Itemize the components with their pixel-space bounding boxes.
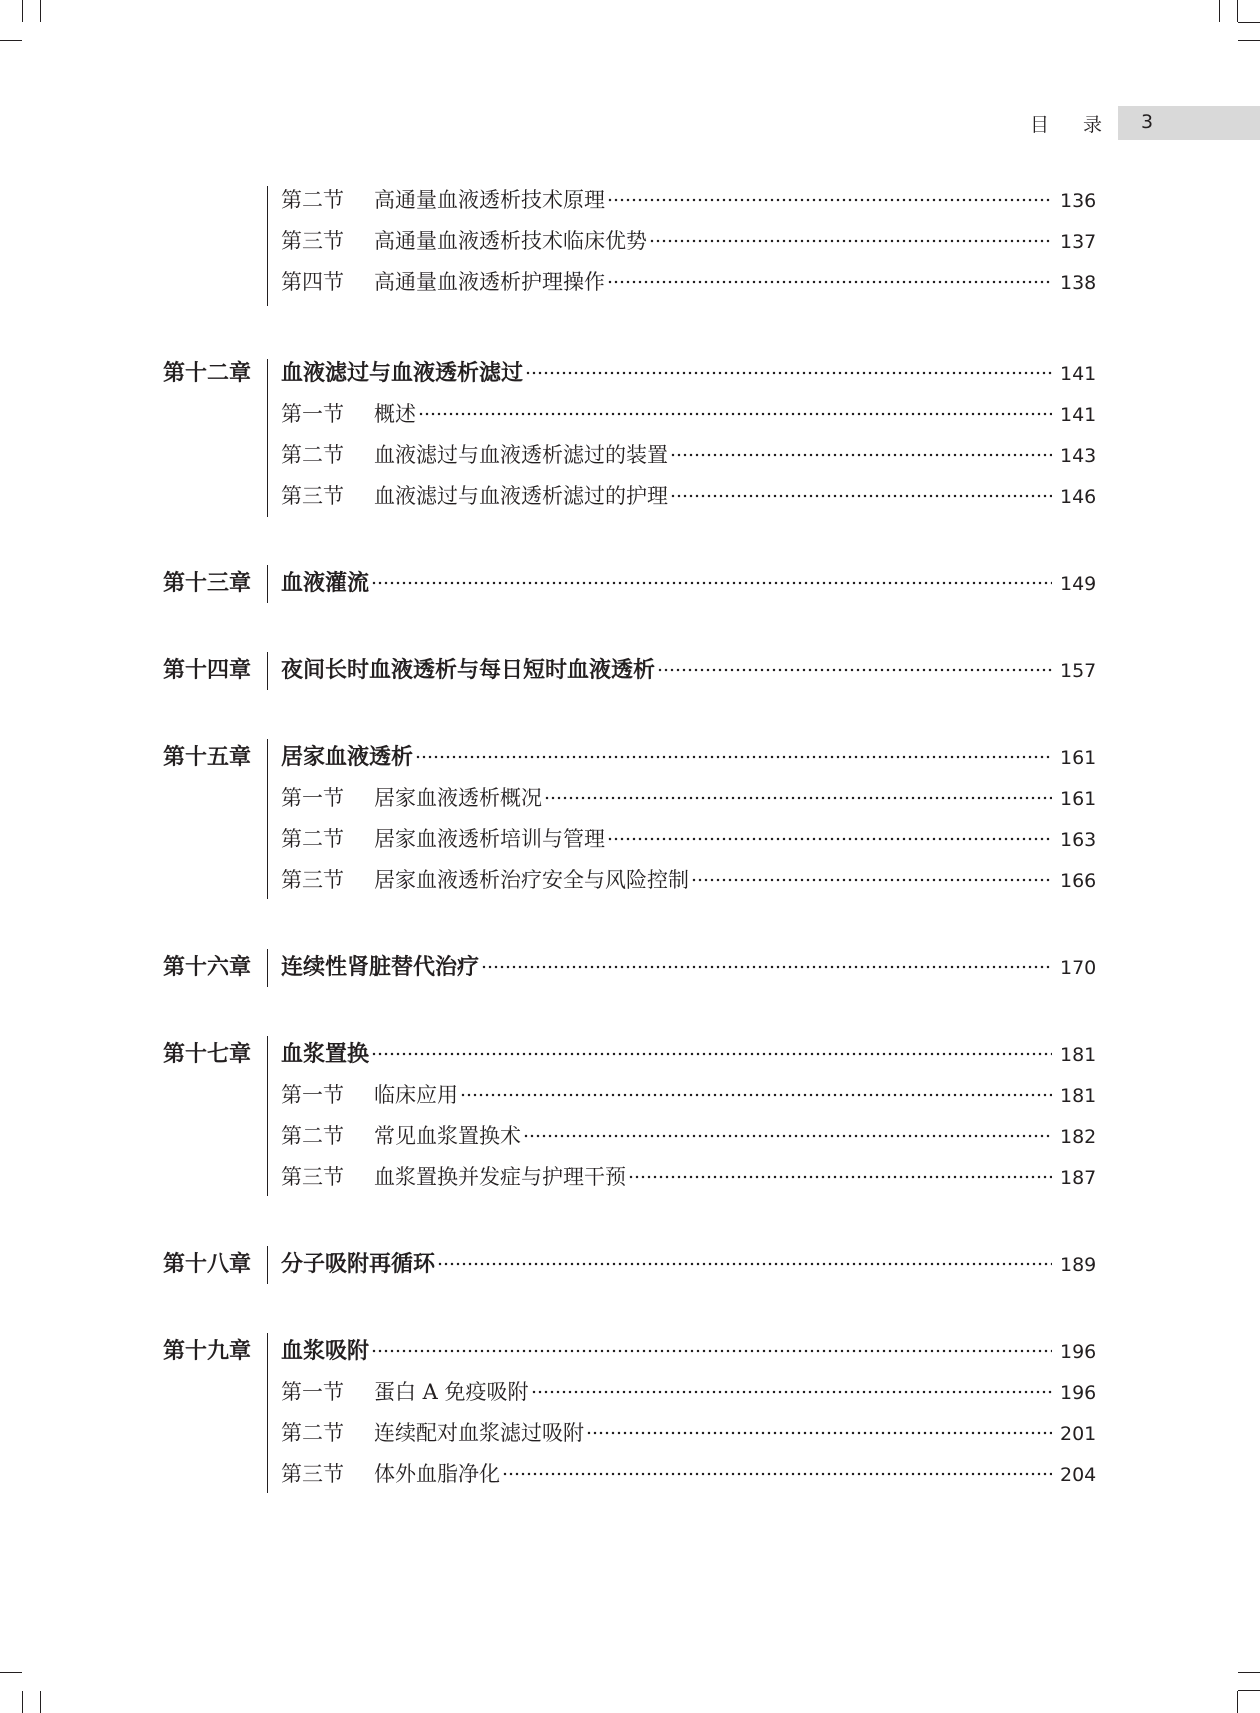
section-number: 第一节 <box>281 786 344 810</box>
crop-mark <box>40 1691 41 1713</box>
section-title: 血液滤过与血液透析滤过的装置 <box>374 443 668 467</box>
chapter-title: 连续性肾脏替代治疗 <box>281 954 480 980</box>
dot-leader <box>502 1471 1052 1477</box>
crop-mark <box>1238 22 1260 23</box>
toc-section-row[interactable] <box>281 482 1096 510</box>
toc-section-row[interactable] <box>281 1163 1096 1191</box>
page-ref: 143 <box>1060 445 1097 467</box>
page-ref: 181 <box>1060 1085 1097 1107</box>
crop-mark <box>0 1672 22 1673</box>
dot-leader <box>586 1430 1052 1436</box>
dot-leader <box>460 1092 1052 1098</box>
page-ref: 161 <box>1060 788 1097 810</box>
dot-leader <box>371 1051 1052 1057</box>
chapter-rule <box>267 1246 268 1284</box>
section-title: 血液滤过与血液透析滤过的护理 <box>374 484 668 508</box>
chapter-title: 血浆置换 <box>281 1041 370 1067</box>
toc-section-row[interactable] <box>281 784 1096 812</box>
dot-leader <box>531 1389 1052 1395</box>
crop-mark <box>22 1691 23 1713</box>
toc-section-row[interactable] <box>281 866 1096 894</box>
toc-chapter-row[interactable] <box>281 569 1096 597</box>
chapter-number: 第十九章 <box>163 1338 252 1364</box>
toc-chapter-row[interactable] <box>281 656 1096 684</box>
chapter-rule <box>267 739 268 899</box>
section-title: 居家血液透析概况 <box>374 786 542 810</box>
dot-leader <box>544 795 1052 801</box>
crop-mark <box>1238 1690 1260 1691</box>
dot-leader <box>649 238 1052 244</box>
page-ref: 196 <box>1060 1341 1097 1363</box>
section-number: 第二节 <box>281 188 344 212</box>
chapter-number: 第十五章 <box>163 744 252 770</box>
section-title: 居家血液透析治疗安全与风险控制 <box>374 868 689 892</box>
page-ref: 189 <box>1060 1254 1097 1276</box>
section-number: 第一节 <box>281 1380 344 1404</box>
crop-mark <box>0 40 22 41</box>
crop-mark <box>1238 1672 1260 1673</box>
section-title: 连续配对血浆滤过吸附 <box>374 1421 584 1445</box>
dot-leader <box>628 1174 1052 1180</box>
page-ref: 201 <box>1060 1423 1097 1445</box>
toc-section-row[interactable] <box>281 1122 1096 1150</box>
chapter-title: 血浆吸附 <box>281 1338 370 1364</box>
chapter-number: 第十三章 <box>163 570 252 596</box>
toc-section-row[interactable] <box>281 441 1096 469</box>
toc-chapter-row[interactable] <box>281 1337 1096 1365</box>
dot-leader <box>523 1133 1052 1139</box>
dot-leader <box>607 197 1052 203</box>
dot-leader <box>607 836 1052 842</box>
section-number: 第三节 <box>281 229 344 253</box>
chapter-rule <box>267 359 268 517</box>
dot-leader <box>670 452 1052 458</box>
toc-chapter-row[interactable] <box>281 743 1096 771</box>
toc-section-row[interactable] <box>281 825 1096 853</box>
section-number: 第二节 <box>281 443 344 467</box>
toc-chapter-row[interactable] <box>281 1040 1096 1068</box>
toc-section-row[interactable] <box>281 268 1096 296</box>
section-number: 第三节 <box>281 1462 344 1486</box>
chapter-number: 第十六章 <box>163 954 252 980</box>
page-ref: 141 <box>1060 404 1097 426</box>
toc-chapter-row[interactable] <box>281 1250 1096 1278</box>
dot-leader <box>415 754 1052 760</box>
dot-leader <box>691 877 1052 883</box>
section-title: 常见血浆置换术 <box>374 1124 521 1148</box>
section-number: 第一节 <box>281 402 344 426</box>
dot-leader <box>525 370 1052 376</box>
toc-section-row[interactable] <box>281 1460 1096 1488</box>
page-number-tab <box>1118 106 1260 140</box>
chapter-rule <box>267 1036 268 1196</box>
crop-mark <box>40 0 41 22</box>
page-ref: 141 <box>1060 363 1097 385</box>
page-ref: 163 <box>1060 829 1097 851</box>
chapter-title: 居家血液透析 <box>281 744 414 770</box>
section-title: 高通量血液透析技术临床优势 <box>374 229 647 253</box>
section-title: 居家血液透析培训与管理 <box>374 827 605 851</box>
page-ref: 137 <box>1060 231 1097 253</box>
chapter-title: 血液灌流 <box>281 570 370 596</box>
toc-section-row[interactable] <box>281 1419 1096 1447</box>
section-number: 第四节 <box>281 270 344 294</box>
chapter-number: 第十七章 <box>163 1041 252 1067</box>
page-ref: 161 <box>1060 747 1097 769</box>
dot-leader <box>418 411 1052 417</box>
section-number: 第二节 <box>281 1421 344 1445</box>
chapter-rule <box>267 186 268 306</box>
page-ref: 149 <box>1060 573 1097 595</box>
page-ref: 196 <box>1060 1382 1097 1404</box>
section-title: 高通量血液透析护理操作 <box>374 270 605 294</box>
chapter-title: 夜间长时血液透析与每日短时血液透析 <box>281 657 656 683</box>
dot-leader <box>437 1261 1052 1267</box>
page-ref: 166 <box>1060 870 1097 892</box>
page-ref: 204 <box>1060 1464 1097 1486</box>
chapter-title: 血液滤过与血液透析滤过 <box>281 360 524 386</box>
crop-mark <box>1237 1691 1238 1713</box>
section-title: 临床应用 <box>374 1083 458 1107</box>
chapter-title: 分子吸附再循环 <box>281 1251 436 1277</box>
toc-chapter-row[interactable] <box>281 953 1096 981</box>
chapter-rule <box>267 1333 268 1493</box>
section-number: 第三节 <box>281 868 344 892</box>
chapter-number: 第十八章 <box>163 1251 252 1277</box>
page-ref: 182 <box>1060 1126 1097 1148</box>
page-ref: 146 <box>1060 486 1097 508</box>
crop-mark <box>1219 0 1220 22</box>
section-number: 第二节 <box>281 1124 344 1148</box>
section-title: 血浆置换并发症与护理干预 <box>374 1165 626 1189</box>
section-number: 第三节 <box>281 1165 344 1189</box>
toc-section-row[interactable] <box>281 1081 1096 1109</box>
page-ref: 170 <box>1060 957 1097 979</box>
page-ref: 138 <box>1060 272 1097 294</box>
crop-mark <box>22 0 23 22</box>
section-title: 蛋白 A 免疫吸附 <box>374 1380 529 1404</box>
page-ref: 181 <box>1060 1044 1097 1066</box>
toc-chapter-row[interactable] <box>281 359 1096 387</box>
chapter-number: 第十四章 <box>163 657 252 683</box>
section-title: 概述 <box>374 402 416 426</box>
toc-section-row[interactable] <box>281 1378 1096 1406</box>
dot-leader <box>607 279 1052 285</box>
section-number: 第一节 <box>281 1083 344 1107</box>
section-number: 第二节 <box>281 827 344 851</box>
section-number: 第三节 <box>281 484 344 508</box>
chapter-rule <box>267 652 268 690</box>
section-title: 高通量血液透析技术原理 <box>374 188 605 212</box>
page-ref: 136 <box>1060 190 1097 212</box>
chapter-rule <box>267 949 268 987</box>
page-ref: 157 <box>1060 660 1097 682</box>
toc-section-row[interactable] <box>281 227 1096 255</box>
dot-leader <box>481 964 1052 970</box>
crop-mark <box>1237 0 1238 22</box>
dot-leader <box>657 667 1052 673</box>
page-ref: 187 <box>1060 1167 1097 1189</box>
toc-section-row[interactable] <box>281 400 1096 428</box>
crop-mark <box>1238 40 1260 41</box>
section-title: 体外血脂净化 <box>374 1462 500 1486</box>
dot-leader <box>371 1348 1052 1354</box>
page-number: 3 <box>1141 111 1154 133</box>
toc-section-row[interactable] <box>281 186 1096 214</box>
chapter-number: 第十二章 <box>163 360 252 386</box>
dot-leader <box>670 493 1052 499</box>
running-header-title: 目 录 <box>1030 114 1117 136</box>
chapter-rule <box>267 565 268 603</box>
dot-leader <box>371 580 1052 586</box>
